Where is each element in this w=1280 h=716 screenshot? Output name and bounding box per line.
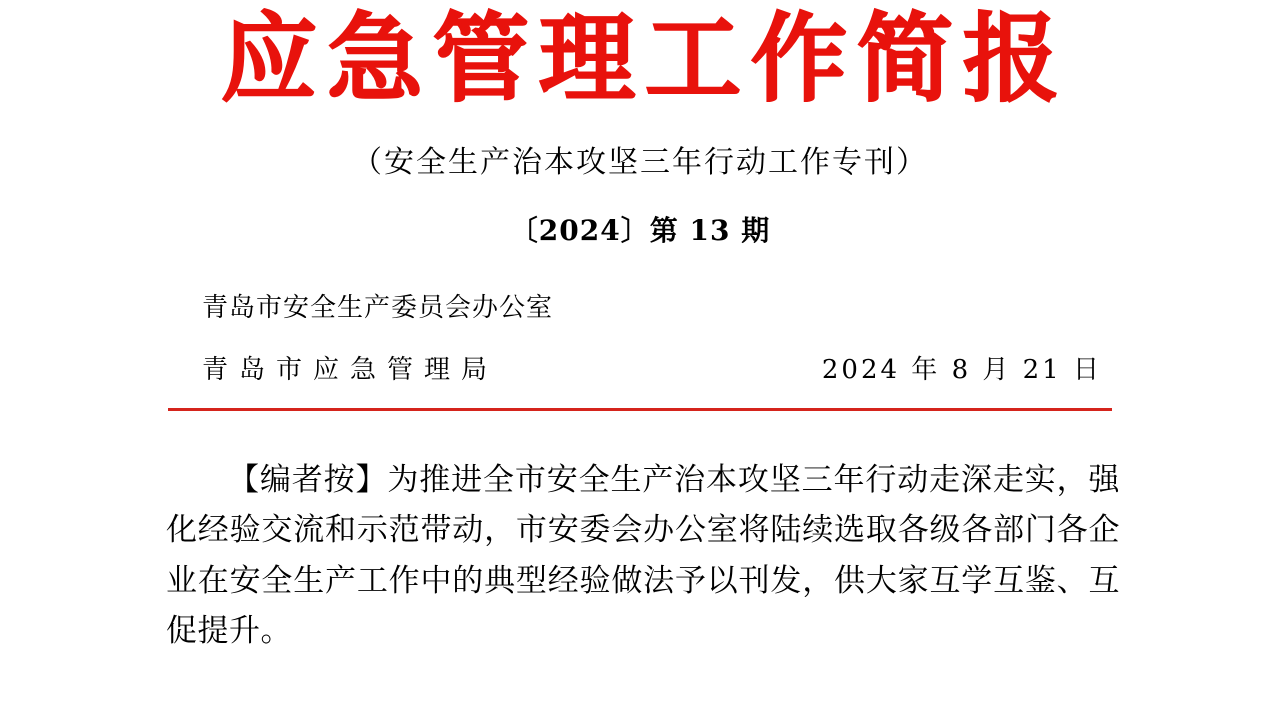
issuer-row: [202, 349, 1112, 386]
issuer-block: [0, 295, 1280, 386]
masthead-subtitle: （安全生产治本攻坚三年行动工作专刊）: [352, 145, 928, 181]
issue-date: 2024 年 8 月 21 日: [821, 355, 1102, 386]
editor-note-paragraph: 【编者按】为推进全市安全生产治本攻坚三年行动走深走实，强化经验交流和示范带动，市安委会办公室将陆续选取各级各部门各企业在安全生产工作中的典型经验做法予以刊发，供大家互学互鉴、互促提升。: [166, 462, 1120, 649]
page-title: 应急管理工作简报: [221, 2, 1069, 115]
issuer-organization-secondary: 青岛市应急管理局: [202, 355, 499, 386]
issue-number: 〔2024〕第 13 期: [509, 214, 771, 248]
masthead: [0, 0, 1280, 249]
issuer-organization-primary: 青岛市安全生产委员会办公室: [202, 293, 554, 324]
body-text: [166, 455, 1120, 656]
header-divider: [168, 408, 1112, 411]
